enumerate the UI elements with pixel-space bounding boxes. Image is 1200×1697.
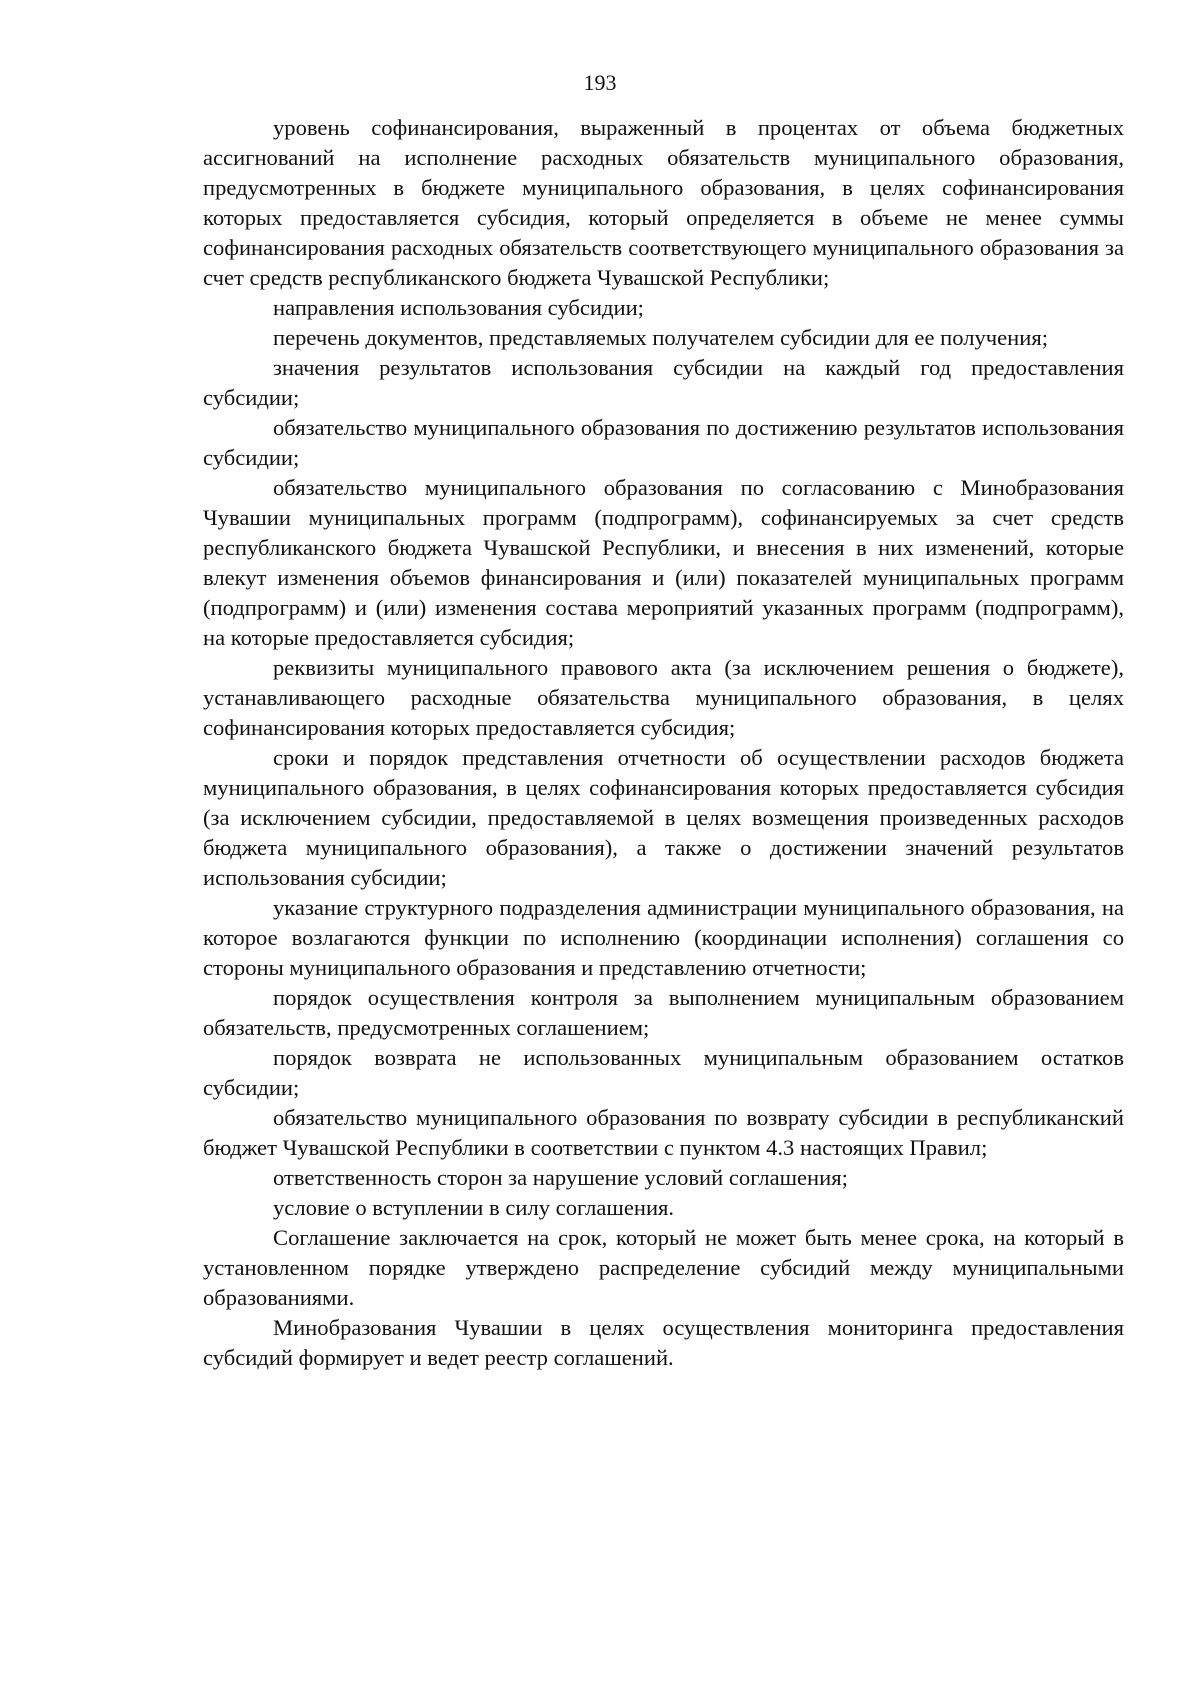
paragraph-return-procedure: порядок возврата не использованных муниципальным образованием остатков субсидии; xyxy=(203,1045,1124,1100)
paragraph-control-procedure: порядок осуществления контроля за выполнением муниципальным образованием обязательств, предусмотренных соглашением; xyxy=(203,985,1124,1040)
paragraph-responsibility: ответственность сторон за нарушение условий соглашения; xyxy=(273,1165,848,1190)
paragraph-structural-unit: указание структурного подразделения администрации муниципального образования, на которое возлагаются функции по исполнению (координации исполнения) соглашения со стороны муниципального образования и представлению отчетности; xyxy=(203,895,1124,980)
paragraph-obligation-approval: обязательство муниципального образования по согласованию с Минобразования Чувашии муниципальных программ (подпрограмм), софинансируемых за счет средств республиканского бюджета Чувашской Республики, и внесения в них изменений, которые влекут изменения объемов финансирования и (или) показателей муниципальных программ (подпрограмм) и (или) изменения состава мероприятий указанных программ (подпрограмм), на которые предоставляется субсидия; xyxy=(203,475,1124,650)
paragraph-reporting-terms: сроки и порядок представления отчетности об осуществлении расходов бюджета муниципального образования, в целях софинансирования которых предоставляется субсидия (за исключением субсидии, предоставляемой в целях возмещения произведенных расходов бюджета муниципального образования), а также о достижении значений результатов использования субсидии; xyxy=(203,745,1124,890)
paragraph-agreement-term: Соглашение заключается на срок, который не может быть менее срока, на который в установленном порядке утверждено распределение субсидий между муниципальными образованиями. xyxy=(203,1225,1124,1310)
paragraph-cofinancing-level: уровень софинансирования, выраженный в процентах от объема бюджетных ассигнований на исполнение расходных обязательств муниципального образования, предусмотренных в бюджете муниципального образования, в целях софинансирования которых предоставляется субсидия, который определяется в объеме не менее суммы софинансирования расходных обязательств соответствующего муниципального образования за счет средств республиканского бюджета Чувашской Республики; xyxy=(203,115,1124,290)
paragraph-entry-into-force: условие о вступлении в силу соглашения. xyxy=(273,1195,675,1220)
paragraph-agreement-registry: Минобразования Чувашии в целях осуществления мониторинга предоставления субсидий формирует и ведет реестр соглашений. xyxy=(203,1315,1124,1370)
page-number: 193 xyxy=(583,70,617,95)
paragraph-usage-directions: направления использования субсидии; xyxy=(273,295,644,320)
paragraph-obligation-results: обязательство муниципального образования по достижению результатов использования субсидии; xyxy=(203,415,1124,470)
paragraph-return-obligation: обязательство муниципального образования по возврату субсидии в республиканский бюджет Чувашской Республики в соответствии с пунктом 4.3 настоящих Правил; xyxy=(203,1105,1124,1160)
paragraph-result-values: значения результатов использования субсидии на каждый год предоставления субсидии; xyxy=(203,355,1124,410)
paragraph-documents-list: перечень документов, представляемых получателем субсидии для ее получения; xyxy=(273,325,1049,350)
paragraph-legal-act-details: реквизиты муниципального правового акта (за исключением решения о бюджете), устанавливающего расходные обязательства муниципального образования, в целях софинансирования которых предоставляется субсидия; xyxy=(203,655,1124,740)
document-body xyxy=(203,113,1124,1373)
